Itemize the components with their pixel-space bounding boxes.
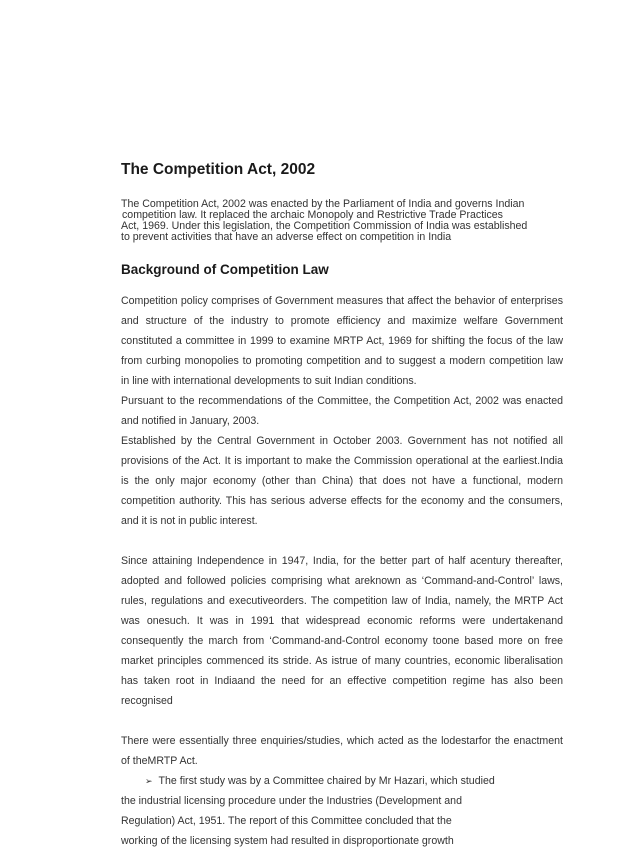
document-body — [121, 160, 563, 851]
intro-line: The Competition Act, 2002 was enacted by the Parliament of India and governs Indian — [121, 198, 525, 210]
bullet-item — [121, 771, 563, 791]
intro-line: to prevent activities that have an adverse effect on competition in India — [121, 231, 452, 243]
paragraph-independence: Since attaining Independence in 1947, India, for the better part of half acentury thereafter, adopted and followed policies comprising what areknown as ‘Command-and-Control’ laws, rules, regulations and executiveorders. The competition law of India, namely, the MRTP Act was onesuch. It was in 1991 that widespread economic reforms were undertakenand consequently the march from ‘Command-and-Control economy toone based more on free market principles commenced its stride. As istrue of many countries, economic liberalisation has taken root in Indiaand the need for an effective competition regime has also been recognised — [121, 555, 563, 707]
document-title: The Competition Act, 2002 — [121, 161, 316, 178]
paragraph-pursuant: Pursuant to the recommendations of the Committee, the Competition Act, 2002 was enacted and notified in January, 2003. — [121, 395, 563, 427]
intro-line: Act, 1969. Under this legislation, the Competition Commission of India was established — [121, 220, 528, 232]
paragraph-spacer — [121, 531, 563, 551]
paragraph-established: Established by the Central Government in October 2003. Government has not notified all provisions of the Act. It is important to make the Commission operational at the earliest.India is the only major economy (other than China) that does not have a functional, modern competition authority. This has serious adverse effects for the economy and the consumers, and it is not in public interest. — [121, 435, 563, 527]
intro-paragraph — [121, 198, 563, 258]
paragraph-enquiries: There were essentially three enquiries/studies, which acted as the lodestarfor the enactment of theMRTP Act. — [121, 735, 563, 767]
closing-line: the industrial licensing procedure under the Industries (Development and — [121, 795, 462, 807]
closing-line: working of the licensing system had resulted in disproportionate growth — [121, 835, 454, 847]
paragraph-competition-policy: Competition policy comprises of Government measures that affect the behavior of enterprises and structure of the industry to promote efficiency and maximize welfare Government constituted a committee in 1999 to examine MRTP Act, 1969 for shifting the focus of the law from curbing monopolies to promoting competition and to suggest a modern competition law in line with international developments to suit Indian conditions. — [121, 295, 563, 387]
intro-line: competition law. It replaced the archaic Monopoly and Restrictive Trade Practices — [122, 209, 503, 221]
section-heading: Background of Competition Law — [121, 262, 329, 277]
closing-line: Regulation) Act, 1951. The report of this Committee concluded that the — [121, 815, 452, 827]
paragraph-spacer — [121, 711, 563, 731]
arrow-bullet-icon: ➢ — [145, 776, 153, 786]
bullet-text: The first study was by a Committee chaired by Mr Hazari, which studied — [158, 775, 495, 787]
